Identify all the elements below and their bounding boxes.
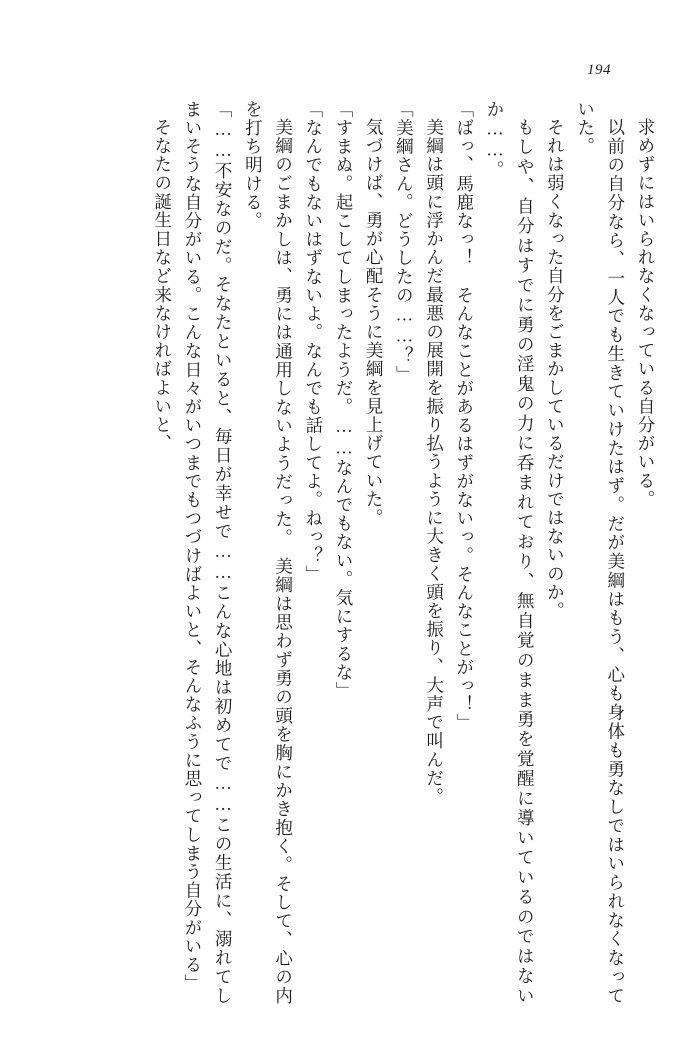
paragraph: 求めずにはいられなくなっている自分がいる。 <box>636 118 656 509</box>
paragraph: 「……不安なのだ。そなたといると、毎日が幸せで……こんな心地は初めてで……この生活に、溺れてしまいそうな自分がいる。こんな日々がいつまでもつづけばよいと、そんなふうに思ってしまう自分がいる」 <box>182 100 234 1005</box>
paragraph: そなたの誕生日など来なければよいと、 <box>152 118 173 453</box>
paragraph: 美綱は頭に浮かんだ最悪の展開を振り払うように大きく頭を振り、大声で叫んだ。 <box>424 118 445 807</box>
paragraph: 「美綱さん。どうしたの……？」 <box>394 100 415 384</box>
paragraph: 美綱のごまかしは、勇には通用しないようだった。 美綱は思わず勇の頭を胸にかき抱く。そして、心の内を打ち明ける。 <box>243 100 294 1005</box>
paragraph: 「ばっ、馬鹿なっ！ そんなことがあるはずがないっ。そんなことがっ！」 <box>454 100 475 733</box>
paragraph: 気づけば、勇が心配そうに美綱を見上げていた。 <box>364 118 385 528</box>
paragraph: 以前の自分なら、一人でも生きていけたはず。だが美綱はもう、心も身体も勇なしではいられなくなっていた。 <box>575 100 626 1005</box>
page-number: 194 <box>587 62 611 78</box>
body-text <box>34 100 661 1005</box>
paragraph: それは弱くなった自分をごまかしているだけではないのか。 <box>545 118 566 621</box>
paragraph: もしや、自分はすでに勇の淫鬼の力に呑まれており、無自覚のまま勇を覚醒に導いているのではないか……。 <box>484 100 536 1005</box>
paragraph: 「すまぬ。起こしてしまったようだ。……なんでもない。気にするな」 <box>333 100 354 701</box>
paragraph: 「なんでもないはずないよ。なんでも話してよ。ねっ？」 <box>303 100 324 584</box>
